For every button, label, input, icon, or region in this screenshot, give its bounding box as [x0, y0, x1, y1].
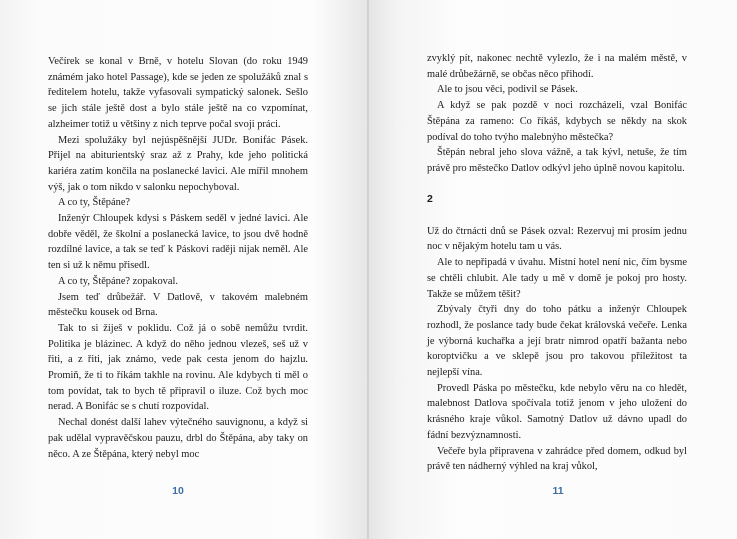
paragraph: Ale to jsou věci, podivil se Pásek. [437, 84, 578, 96]
page-number: 10 [172, 485, 184, 497]
paragraph: Provedl Páska po městečku, kde nebylo věru na co hledět, malebnost Datlova spočívala totiž jenom v jeho uložení do krásného kraje vůkol. Samotný Datlov už dávno upadl do fádní bezvýznamnosti. [427, 382, 687, 441]
paragraph: A co ty, Štěpáne? [58, 197, 131, 209]
chapter-heading: 2 [427, 193, 433, 206]
left-text-block [48, 54, 308, 462]
right-page [368, 0, 737, 539]
paragraph: Mezi spolužáky byl nejúspěšnější JUDr. Bonifác Pásek. Přijel na abiturientský sraz až z Prahy, kde jeho politická kariéra zatím končila na poslanecké lavici. Ale mířil mnohem výš, jak o tom nikdo v salonku nepochyboval. [48, 134, 308, 193]
paragraph: zvyklý pít, nakonec nechtě vylezlo, že i na malém městě, v malé drůbežárně, se občas něco přihodí. [427, 53, 687, 80]
paragraph: Ale to nepřipadá v úvahu. Místní hotel není nic, čím bysme se chtěli chlubit. Ale tady u mě v domě je pokoj pro hosty. Takže se můžem těšit? [427, 257, 687, 300]
paragraph: Jsem teď drůbežář. V Datlově, v takovém malebném městečku kousek od Brna. [48, 291, 308, 319]
paragraph: Večírek se konal v Brně, v hotelu Slovan (do roku 1949 známém jako hotel Passage), kde se jeden ze spolužáků znal s ředitelem hotelu, takže vyfasovali sympatický salonek. Sešlo se jich stále ještě dost a bylo stále ještě na co vzpomínat, alzheimer totiž u většiny z nich teprve počal svoji práci. [48, 56, 308, 130]
right-text-block [427, 51, 687, 475]
paragraph: Štěpán nebral jeho slova vážně, a tak kývl, netuše, že tím právě pro městečko Datlov odkývl jeho úplně novou kapitolu. [427, 147, 687, 174]
paragraph: A co ty, Štěpáne? zopakoval. [58, 275, 178, 287]
paragraph: Večeře byla připravena v zahrádce před domem, odkud byl právě ten nádherný výhled na kraj vůkol, [427, 445, 687, 473]
left-page [0, 0, 368, 539]
paragraph: Už do čtrnácti dnů se Pásek ozval: Rezervuj mi prosím jednu noc v nějakým hotelu tam u vás. [427, 225, 687, 253]
book-gutter [367, 0, 369, 539]
paragraph: Zbývaly čtyři dny do toho pátku a inženýr Chloupek rozhodl, že poslance tady bude čekat královská večeře. Lenka je výborná kuchařka a její bratr nimrod opatří bažanta nebo koroptvičku a ve sklepě jsou pro takovou příležitost ta nejlepší vína. [427, 304, 687, 379]
paragraph: Inženýr Chloupek kdysi s Páskem seděl v jedné lavici. Ale dobře věděl, že školní a poslanecká lavice, to jsou dvě hodně rozdílné lavice, a tak se teď k Páskovi raději nijak neměl. Ale ten si už k němu přisedl. [48, 213, 308, 272]
paragraph: Nechal donést další lahev výtečného sauvignonu, a když si pak udělal vypravěčskou pauzu, drbl do Štěpána, aby taky on něco. A ze Štěpána, který nebyl moc [48, 417, 308, 460]
paragraph: A když se pak pozdě v noci rozcházeli, vzal Bonifác Štěpána za rameno: Co říkáš, kdybych se někdy na skok podíval do toho tvýho malebnýho městečka? [427, 100, 687, 143]
paragraph: Tak to si žiješ v poklidu. Což já o sobě nemůžu tvrdit. Politika je blázinec. A když do něho jednou vlezeš, seš už v řiti, a z řiti, jak známo, vede pak cesta jenom do hajzlu. Promiň, že ti to říkám takhle na rovinu. Ale kdybych ti měl o tom povídat, tak to bych tě připravil o iluze. Což bych moc nerad. A Bonifác se s chutí rozpovídal. [48, 322, 308, 413]
page-number: 11 [552, 485, 564, 497]
